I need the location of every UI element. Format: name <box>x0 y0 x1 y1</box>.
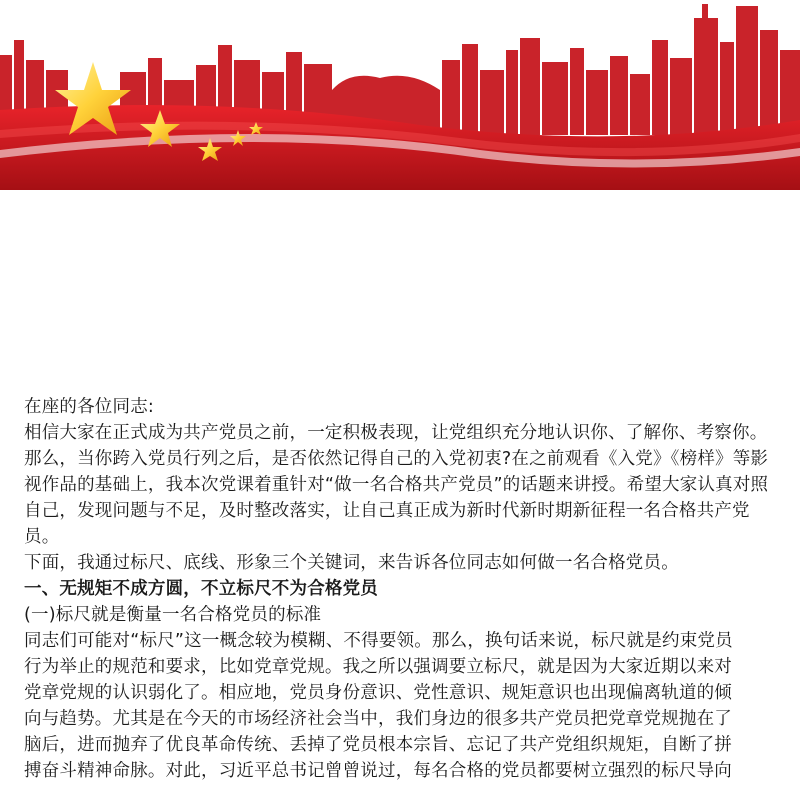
body-line: 行为举止的规范和要求，比如党章党规。我之所以强调要立标尺，就是因为大家近期以来对 <box>24 657 732 677</box>
subsection-heading: (一)标尺就是衡量一名合格党员的标准 <box>24 605 322 625</box>
section-heading: 一、无规矩不成方圆，不立标尺不为合格党员 <box>24 579 378 599</box>
speech-text <box>24 394 784 784</box>
outline-paragraph: 下面，我通过标尺、底线、形象三个关键词，来告诉各位同志如何做一名合格党员。 <box>24 553 679 573</box>
greeting: 在座的各位同志: <box>24 397 154 417</box>
body-line: 同志们可能对“标尺”这一概念较为模糊、不得要领。那么，换句话来说，标尺就是约束党员 <box>24 631 733 651</box>
body-line: 搏奋斗精神命脉。对此，习近平总书记曾曾说过，每名合格的党员都要树立强烈的标尺导向 <box>24 761 732 781</box>
body-line: 脑后，进而抛弃了优良革命传统、丢掉了党员根本宗旨、忘记了共产党组织规矩，自断了拼 <box>24 735 732 755</box>
body-line: 向与趋势。尤其是在今天的市场经济社会当中，我们身边的很多共产党员把党章党规抛在了 <box>24 709 732 729</box>
body-line: 党章党规的认识弱化了。相应地，党员身份意识、党性意识、规矩意识也出现偏离轨道的倾 <box>24 683 732 703</box>
intro-paragraph: 相信大家在正式成为共产党员之前，一定积极表现，让党组织充分地认识你、了解你、考察你。那么，当你跨入党员行列之后，是否依然记得自己的入党初衷?在之前观看《入党》《榜样》等影视作品的基础上，我本次党课着重针对“做一名合格共产党员”的话题来讲授。希望大家认真对照自己，发现问题与不足，及时整改落实，让自己真正成为新时代新时期新征程一名合格共产党员。 <box>24 423 769 547</box>
red-banner-header <box>0 0 800 190</box>
